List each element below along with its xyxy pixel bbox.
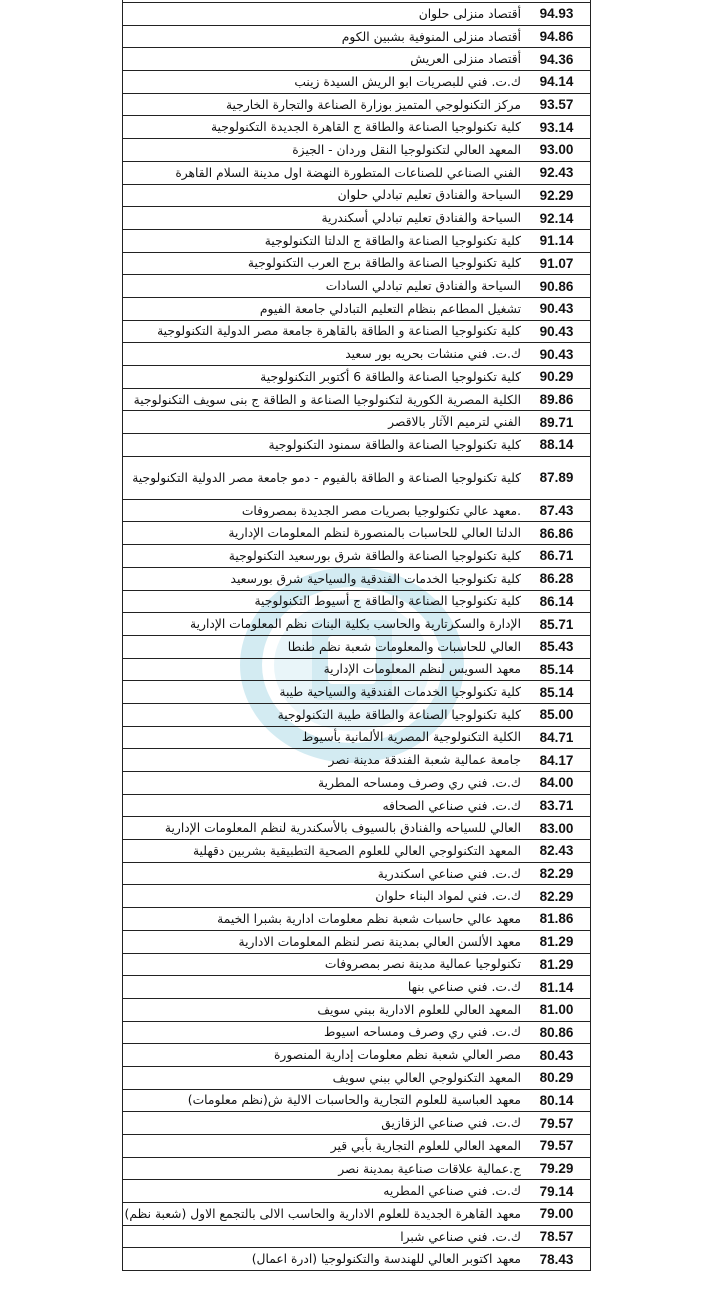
institute-name-cell: الكلية المصرية الكورية لتكنولوجيا الصناعة و الطاقة ج بنى سويف التكنولوجية bbox=[123, 388, 524, 411]
table-row bbox=[123, 1157, 591, 1180]
table-body bbox=[123, 0, 591, 1271]
institute-name-cell: مركز التكنولوجي المتميز بوزارة الصناعة والتجارة الخارجية bbox=[123, 93, 524, 116]
table-row bbox=[123, 794, 591, 817]
institute-name-cell: كلية تكنولوجيا الصناعة والطاقة طيبة التكنولوجية bbox=[123, 703, 524, 726]
table-row bbox=[123, 703, 591, 726]
institute-name-cell: المعهد العالي للعلوم الادارية ببني سويف bbox=[123, 998, 524, 1021]
institute-name-cell: ك.ت. فني صناعي المطريه bbox=[123, 1180, 524, 1203]
score-cell: 81.00 bbox=[523, 998, 591, 1021]
table-row bbox=[123, 522, 591, 545]
table-row bbox=[123, 320, 591, 343]
table-row bbox=[123, 1203, 591, 1226]
institute-name-cell: معهد عالي حاسبات شعبة نظم معلومات ادارية بشبرا الخيمة bbox=[123, 908, 524, 931]
institute-name-cell: السياحة والفنادق تعليم تبادلي السادات bbox=[123, 275, 524, 298]
table-row bbox=[123, 772, 591, 795]
score-cell: 87.43 bbox=[523, 499, 591, 522]
score-cell: 84.17 bbox=[523, 749, 591, 772]
score-cell: 80.29 bbox=[523, 1066, 591, 1089]
score-cell: 79.57 bbox=[523, 1135, 591, 1158]
score-cell: 79.14 bbox=[523, 1180, 591, 1203]
score-cell: 83.71 bbox=[523, 794, 591, 817]
table-row bbox=[123, 545, 591, 568]
table-row bbox=[123, 885, 591, 908]
institute-name-cell: السياحة والفنادق تعليم تبادلي حلوان bbox=[123, 184, 524, 207]
table-row bbox=[123, 998, 591, 1021]
institute-name-cell: السياحة والفنادق تعليم تبادلي أسكندرية bbox=[123, 207, 524, 230]
score-cell: 94.93 bbox=[523, 3, 591, 26]
score-cell: 84.71 bbox=[523, 726, 591, 749]
score-cell: 86.14 bbox=[523, 590, 591, 613]
institute-name-cell: ك.ت. فني صناعي بنها bbox=[123, 976, 524, 999]
institute-name-cell: كلية تكنولوجيا الصناعة و الطاقة بالقاهرة جامعة مصر الدولية التكنولوجية bbox=[123, 320, 524, 343]
score-cell: 79.00 bbox=[523, 1203, 591, 1226]
table-row bbox=[123, 411, 591, 434]
score-cell: 89.86 bbox=[523, 388, 591, 411]
institute-name-cell: ك.ت. فني للبصريات ابو الريش السيدة زينب bbox=[123, 71, 524, 94]
institute-name-cell: كلية تكنولوجيا الصناعة و الطاقة بالفيوم - دمو جامعة مصر الدولية التكنولوجية bbox=[123, 456, 524, 499]
institute-name-cell: كلية تكنولوجيا الصناعة والطاقة برج العرب التكنولوجية bbox=[123, 252, 524, 275]
institute-name-cell: الفني الصناعي للصناعات المتطورة النهضة اول مدينة السلام القاهرة bbox=[123, 161, 524, 184]
score-cell: 90.43 bbox=[523, 343, 591, 366]
table-row bbox=[123, 567, 591, 590]
institute-name-cell: كلية تكنولوجيا الصناعة والطاقة شرق بورسعيد التكنولوجية bbox=[123, 545, 524, 568]
institute-name-cell: المعهد التكنولوجي العالي ببني سويف bbox=[123, 1066, 524, 1089]
institute-name-cell: الإدارة والسكرتارية والحاسب بكلية البنات نظم المعلومات الإدارية bbox=[123, 613, 524, 636]
table-row bbox=[123, 590, 591, 613]
score-cell: 87.89 bbox=[523, 456, 591, 499]
table-row bbox=[123, 1135, 591, 1158]
institute-name-cell: ك.ت. فني صناعي الزقازيق bbox=[123, 1112, 524, 1135]
table-row bbox=[123, 252, 591, 275]
score-cell: 81.14 bbox=[523, 976, 591, 999]
institute-name-cell: الكلية التكنولوجية المصرية الألمانية بأسيوط bbox=[123, 726, 524, 749]
score-cell: 91.14 bbox=[523, 229, 591, 252]
table-row bbox=[123, 71, 591, 94]
institute-name-cell: كلية تكنولوجيا الصناعة والطاقة سمنود التكنولوجية bbox=[123, 434, 524, 457]
table-row bbox=[123, 48, 591, 71]
score-cell: 94.86 bbox=[523, 25, 591, 48]
table-row bbox=[123, 275, 591, 298]
table-row bbox=[123, 184, 591, 207]
score-cell: 86.86 bbox=[523, 522, 591, 545]
institute-name-cell: أقتصاد منزلى حلوان bbox=[123, 3, 524, 26]
score-cell: 85.14 bbox=[523, 681, 591, 704]
table-row bbox=[123, 976, 591, 999]
table-row bbox=[123, 3, 591, 26]
institute-name-cell: معهد العباسية للعلوم التجارية والحاسبات الالية ش(نظم معلومات) bbox=[123, 1089, 524, 1112]
institute-name-cell: كلية تكنولوجيا الخدمات الفندقية والسياحية شرق بورسعيد bbox=[123, 567, 524, 590]
institute-name-cell: معهد القاهرة الجديدة للعلوم الادارية والحاسب الالى بالتجمع الاول (شعبة نظم) bbox=[123, 1203, 524, 1226]
institute-name-cell: المعهد التكنولوجي العالي للعلوم الصحية التطبيقية بشربين دقهلية bbox=[123, 840, 524, 863]
institute-name-cell: معهد الألسن العالي بمدينة نصر لنظم المعلومات الادارية bbox=[123, 930, 524, 953]
table-row bbox=[123, 366, 591, 389]
table-row bbox=[123, 1089, 591, 1112]
score-cell: 92.29 bbox=[523, 184, 591, 207]
institute-name-cell: المعهد العالي للعلوم التجارية بأبي قير bbox=[123, 1135, 524, 1158]
institute-name-cell: ك.ت. فني ري وصرف ومساحه المطرية bbox=[123, 772, 524, 795]
table-row bbox=[123, 1021, 591, 1044]
score-cell: 79.29 bbox=[523, 1157, 591, 1180]
score-cell: 79.57 bbox=[523, 1112, 591, 1135]
score-cell: 90.86 bbox=[523, 275, 591, 298]
score-cell: 90.43 bbox=[523, 297, 591, 320]
institute-name-cell: كلية تكنولوجيا الصناعة والطاقة ج أسيوط التكنولوجية bbox=[123, 590, 524, 613]
score-cell: 81.29 bbox=[523, 953, 591, 976]
table-row bbox=[123, 1044, 591, 1067]
score-cell: 86.28 bbox=[523, 567, 591, 590]
table-row bbox=[123, 908, 591, 931]
table-row bbox=[123, 499, 591, 522]
score-cell: 78.57 bbox=[523, 1225, 591, 1248]
score-cell: 80.43 bbox=[523, 1044, 591, 1067]
institute-name-cell: الدلتا العالي للحاسبات بالمنصورة لنظم المعلومات الإدارية bbox=[123, 522, 524, 545]
institute-name-cell: معهد السويس لنظم المعلومات الإدارية bbox=[123, 658, 524, 681]
table-row bbox=[123, 862, 591, 885]
score-cell: 81.29 bbox=[523, 930, 591, 953]
score-cell: 82.43 bbox=[523, 840, 591, 863]
table-row bbox=[123, 456, 591, 499]
institute-name-cell: مصر العالي شعبة نظم معلومات إدارية المنصورة bbox=[123, 1044, 524, 1067]
table-row bbox=[123, 681, 591, 704]
score-cell: 91.07 bbox=[523, 252, 591, 275]
score-cell: 90.29 bbox=[523, 366, 591, 389]
institute-name-cell: أقتصاد منزلى المنوفية بشبين الكوم bbox=[123, 25, 524, 48]
institute-name-cell: كلية تكنولوجيا الصناعة والطاقة ج الدلتا التكنولوجية bbox=[123, 229, 524, 252]
score-cell: 88.14 bbox=[523, 434, 591, 457]
table-row bbox=[123, 1248, 591, 1271]
table-row bbox=[123, 343, 591, 366]
score-cell: 80.14 bbox=[523, 1089, 591, 1112]
institute-name-cell: أقتصاد منزلى العريش bbox=[123, 48, 524, 71]
table-row bbox=[123, 297, 591, 320]
score-cell: 82.29 bbox=[523, 862, 591, 885]
table-row bbox=[123, 388, 591, 411]
score-cell: 92.43 bbox=[523, 161, 591, 184]
institute-name-cell: جامعة عمالية شعبة الفندقة مدينة نصر bbox=[123, 749, 524, 772]
table-row bbox=[123, 953, 591, 976]
table-row bbox=[123, 930, 591, 953]
table-row bbox=[123, 93, 591, 116]
institute-name-cell: كلية تكنولوجيا الصناعة والطاقة 6 أكتوبر التكنولوجية bbox=[123, 366, 524, 389]
institute-name-cell: تشغيل المطاعم بنظام التعليم التبادلي جامعة الفيوم bbox=[123, 297, 524, 320]
score-cell: 80.86 bbox=[523, 1021, 591, 1044]
institute-name-cell: ك.ت. فني ري وصرف ومساحه اسيوط bbox=[123, 1021, 524, 1044]
table-row bbox=[123, 161, 591, 184]
institute-name-cell: ك.ت. فني صناعي اسكندرية bbox=[123, 862, 524, 885]
table-row bbox=[123, 840, 591, 863]
institute-name-cell: ك.ت. فني لمواد البناء حلوان bbox=[123, 885, 524, 908]
institute-name-cell: معهد اكتوبر العالي للهندسة والتكنولوجيا (ادرة اعمال) bbox=[123, 1248, 524, 1271]
table-row bbox=[123, 25, 591, 48]
score-cell: 86.71 bbox=[523, 545, 591, 568]
institute-name-cell: ك.ت. فني صناعي الصحافه bbox=[123, 794, 524, 817]
institute-name-cell: العالي للحاسبات والمعلومات شعبة نظم طنطا bbox=[123, 635, 524, 658]
institute-name-cell: تكنولوجيا عمالية مدينة نصر بمصروفات bbox=[123, 953, 524, 976]
table-row bbox=[123, 749, 591, 772]
institute-name-cell: الفني لترميم الآثار بالاقصر bbox=[123, 411, 524, 434]
institute-name-cell: ك.ت. فني منشات بحريه بور سعيد bbox=[123, 343, 524, 366]
institute-name-cell: العالي للسياحه والفنادق بالسيوف بالأسكندرية لنظم المعلومات الإدارية bbox=[123, 817, 524, 840]
table-row bbox=[123, 1112, 591, 1135]
table-row bbox=[123, 434, 591, 457]
table-row bbox=[123, 726, 591, 749]
institute-name-cell: كلية تكنولوجيا الخدمات الفندقية والسياحية طيبة bbox=[123, 681, 524, 704]
table-row bbox=[123, 207, 591, 230]
score-cell: 85.71 bbox=[523, 613, 591, 636]
table-row bbox=[123, 116, 591, 139]
table-row bbox=[123, 613, 591, 636]
grades-table bbox=[122, 0, 591, 1271]
score-cell: 90.43 bbox=[523, 320, 591, 343]
institute-name-cell: كلية تكنولوجيا الصناعة والطاقة ج القاهرة الجديدة التكنولوجية bbox=[123, 116, 524, 139]
score-cell: 83.00 bbox=[523, 817, 591, 840]
institute-name-cell: .معهد عالي تكنولوجيا بصريات مصر الجديدة بمصروفات bbox=[123, 499, 524, 522]
table-row bbox=[123, 1180, 591, 1203]
score-cell: 93.57 bbox=[523, 93, 591, 116]
score-cell: 93.14 bbox=[523, 116, 591, 139]
score-cell: 84.00 bbox=[523, 772, 591, 795]
institute-name-cell: ج.عمالية علاقات صناعية بمدينة نصر bbox=[123, 1157, 524, 1180]
score-cell: 93.00 bbox=[523, 139, 591, 162]
table-row bbox=[123, 1066, 591, 1089]
score-cell: 85.43 bbox=[523, 635, 591, 658]
score-cell: 82.29 bbox=[523, 885, 591, 908]
table-row bbox=[123, 635, 591, 658]
score-cell: 94.14 bbox=[523, 71, 591, 94]
table-row bbox=[123, 1225, 591, 1248]
table-row bbox=[123, 229, 591, 252]
table-row bbox=[123, 139, 591, 162]
score-cell: 78.43 bbox=[523, 1248, 591, 1271]
score-cell: 92.14 bbox=[523, 207, 591, 230]
score-cell: 81.86 bbox=[523, 908, 591, 931]
institute-name-cell: ك.ت. فني صناعي شبرا bbox=[123, 1225, 524, 1248]
score-cell: 94.36 bbox=[523, 48, 591, 71]
institute-name-cell: المعهد العالي لتكنولوجيا النقل وردان - الجيزة bbox=[123, 139, 524, 162]
score-cell: 85.00 bbox=[523, 703, 591, 726]
score-cell: 85.14 bbox=[523, 658, 591, 681]
table-row bbox=[123, 817, 591, 840]
score-cell: 89.71 bbox=[523, 411, 591, 434]
table-row bbox=[123, 658, 591, 681]
